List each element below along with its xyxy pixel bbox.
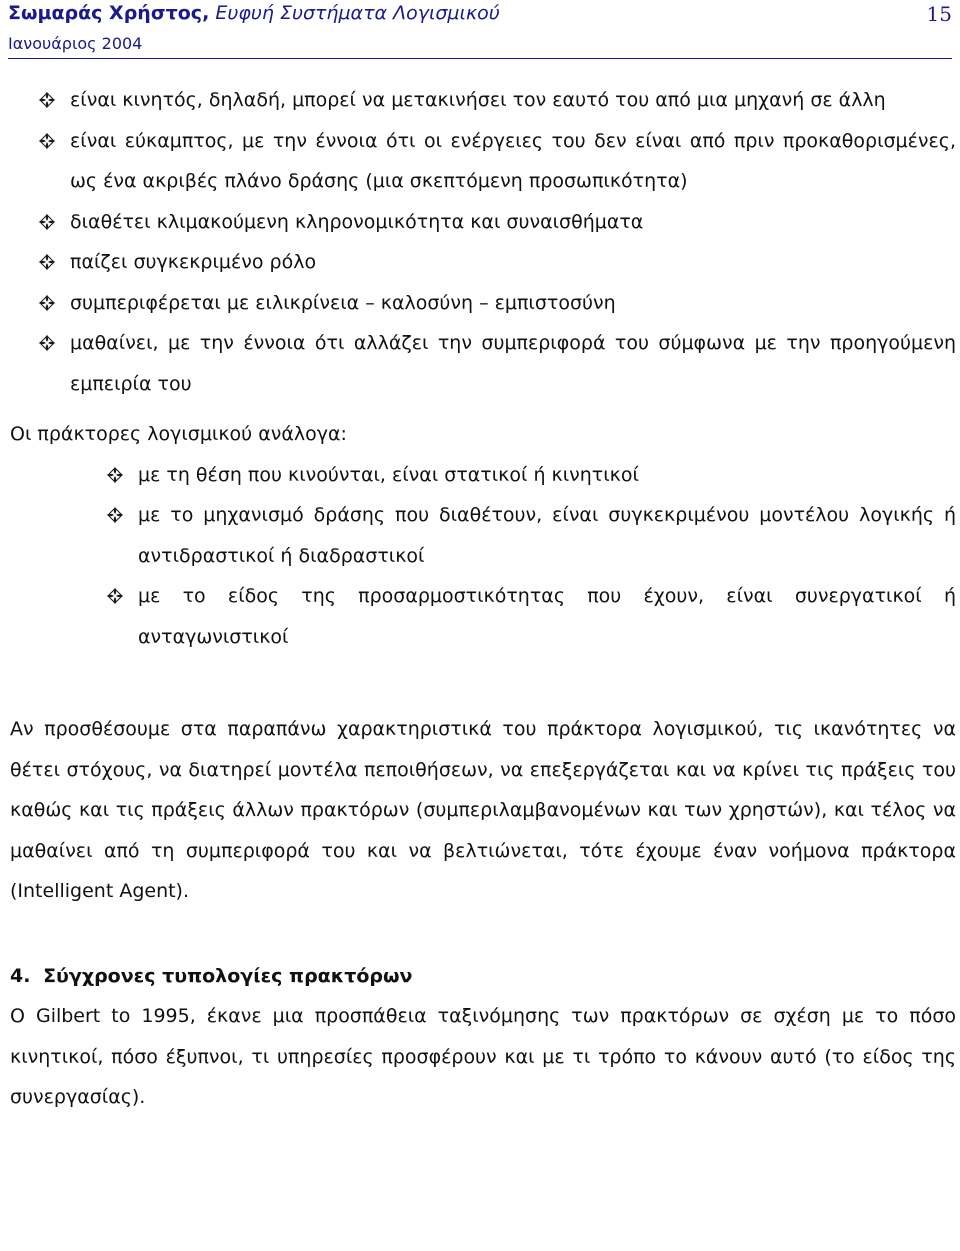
diamond-bullet-icon <box>106 466 124 484</box>
header-author: Σωμαράς Χρήστος, <box>8 2 210 24</box>
diamond-bullet-icon <box>38 213 56 231</box>
diamond-bullet-icon <box>106 506 124 524</box>
list-item: συμπεριφέρεται με ειλικρίνεια – καλοσύνη – εμπιστοσύνη <box>10 283 956 324</box>
diamond-bullet-icon <box>106 587 124 605</box>
section-paragraph: Ο Gilbert to 1995, έκανε μια προσπάθεια ταξινόμησης των πρακτόρων σε σχέση με το πόσο κινητικοί, πόσο έξυπνοι, τι υπηρεσίες προσφέρουν και με τι τρόπο το κάνουν αυτό (το είδος της συνεργασίας). <box>10 1005 956 1108</box>
diamond-bullet-icon <box>38 253 56 271</box>
section-number: 4. <box>10 964 31 987</box>
intro-text: Οι πράκτορες λογισμικού ανάλογα: <box>10 423 347 445</box>
list-item: με το είδος της προσαρμοστικότητας που έχουν, είναι συνεργατικοί ή ανταγωνιστικοί <box>10 576 956 657</box>
header-date: Ιανουάριος 2004 <box>8 34 143 53</box>
list-item: παίζει συγκεκριμένο ρόλο <box>10 242 956 283</box>
body-paragraph: Αν προσθέσουμε στα παραπάνω χαρακτηριστικά του πράκτορα λογισμικού, τις ικανότητες να θέτει στόχους, να διατηρεί μοντέλα πεποιθήσεων, να επεξεργάζεται και να κρίνει τις πράξεις του καθώς και τις πράξεις άλλων πρακτόρων (συμπεριλαμβανομένων και των χρηστών), και τέλος να μαθαίνει από τη συμπεριφορά του και να βελτιώνεται, τότε έχουμε έναν νοήμονα πράκτορα (Intelligent Agent). <box>10 718 956 902</box>
list-item: είναι εύκαμπτος, με την έννοια ότι οι ενέργειες του δεν είναι από πριν προκαθορισμένες, ως ένα ακριβές πλάνο δράσης (μια σκεπτόμενη προσωπικότητα) <box>10 121 956 202</box>
list-item: μαθαίνει, με την έννοια ότι αλλάζει την συμπεριφορά του σύμφωνα με την προηγούμενη εμπειρία του <box>10 323 956 404</box>
header-author-title <box>8 2 500 24</box>
list-item: με το μηχανισμό δράσης που διαθέτουν, είναι συγκεκριμένου μοντέλου λογικής ή αντιδραστικοί ή διαδραστικοί <box>10 495 956 576</box>
diamond-bullet-icon <box>38 334 56 352</box>
list-item: με τη θέση που κινούνται, είναι στατικοί ή κινητικοί <box>10 455 956 496</box>
diamond-bullet-icon <box>38 294 56 312</box>
section-title: Σύγχρονες τυπολογίες πρακτόρων <box>43 964 413 987</box>
page-number: 15 <box>926 2 952 26</box>
list-item: διαθέτει κλιμακούμενη κληρονομικότητα και συναισθήματα <box>10 202 956 243</box>
section-heading <box>10 956 956 997</box>
document-body <box>10 80 956 1118</box>
diamond-bullet-icon <box>38 91 56 109</box>
header-rule <box>8 58 952 59</box>
header-title: Ευφυή Συστήματα Λογισμικού <box>215 2 500 24</box>
list-item: είναι κινητός, δηλαδή, μπορεί να μετακινήσει τον εαυτό του από μια μηχανή σε άλλη <box>10 80 956 121</box>
bullet-list-sub <box>10 455 956 658</box>
diamond-bullet-icon <box>38 132 56 150</box>
bullet-list-top <box>10 80 956 404</box>
page-header <box>8 0 952 56</box>
